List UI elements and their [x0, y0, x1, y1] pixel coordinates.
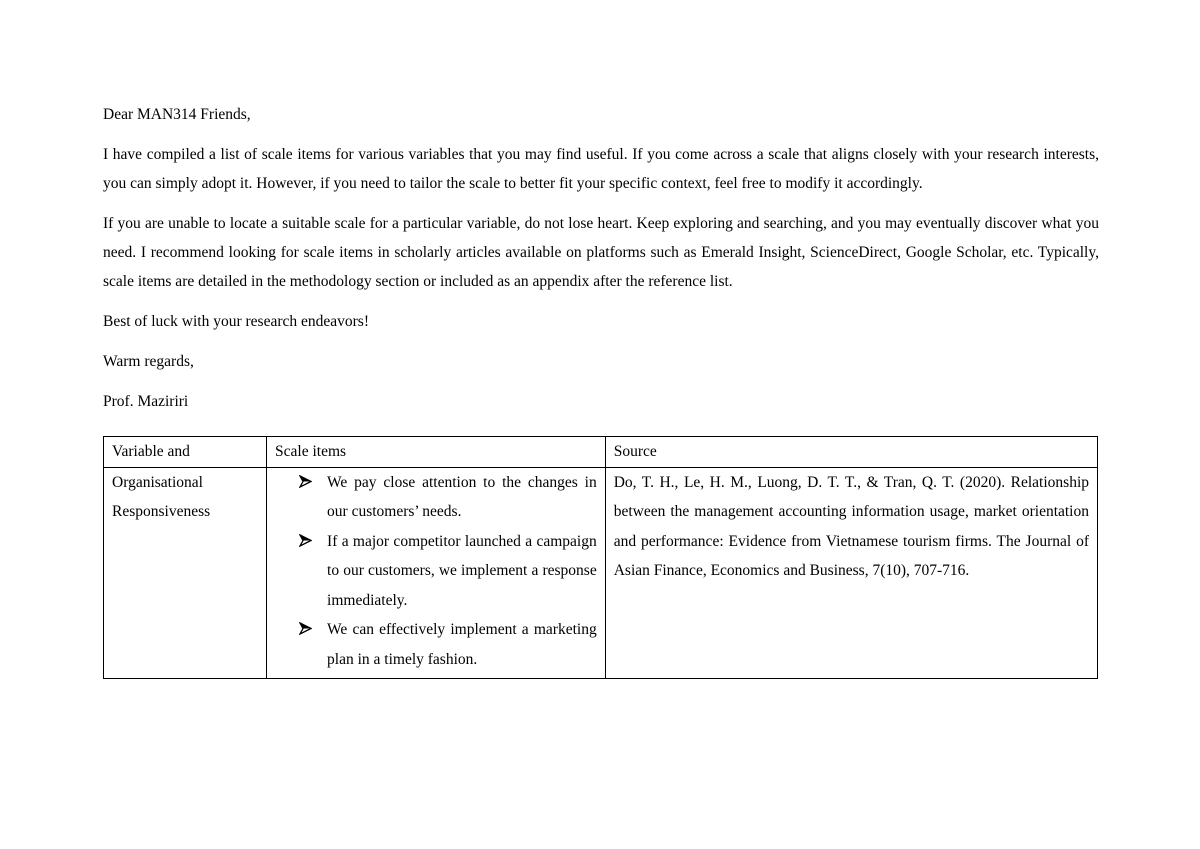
scale-items-cell: [267, 467, 606, 679]
scale-items-list: [275, 468, 597, 675]
source-citation: Do, T. H., Le, H. M., Luong, D. T. T., & Tran, Q. T. (2020). Relationship between the management accounting information usage, market orientation and performance: Evidence from Vietnamese tourism firms. The Journal of Asian Finance, Economics and Business, 7(10), 707-716.: [613, 473, 1089, 579]
arrowhead-bullet-icon: [299, 615, 313, 645]
scale-item-text: If a major competitor launched a campaign to our customers, we implement a response immediately.: [327, 532, 597, 609]
table-row: [104, 467, 1098, 679]
list-item: [275, 468, 597, 527]
list-item: [275, 527, 597, 616]
header-source: Source: [605, 437, 1097, 468]
scale-item-text: We pay close attention to the changes in our customers’ needs.: [327, 473, 597, 520]
table-header-row: [104, 437, 1098, 468]
scale-items-table: [103, 436, 1098, 679]
signature: Prof. Maziriri: [103, 393, 189, 410]
arrowhead-bullet-icon: [299, 527, 313, 557]
advice-paragraph: If you are unable to locate a suitable scale for a particular variable, do not lose heart. Keep exploring and searching, and you may eventually discover what you need. I recommend looking for scale items in scholarly articles available on platforms such as Emerald Insight, ScienceDirect, Google Scholar, etc. Typically, scale items are detailed in the methodology section or included as an appendix after the reference list.: [103, 215, 1099, 290]
letter-body: [103, 100, 1099, 427]
closing-wish: Best of luck with your research endeavors!: [103, 313, 369, 330]
arrowhead-bullet-icon: [299, 468, 313, 498]
scale-item-text: We can effectively implement a marketing plan in a timely fashion.: [327, 621, 597, 668]
list-item: [275, 615, 597, 674]
header-scale-items: Scale items: [267, 437, 606, 468]
intro-paragraph: I have compiled a list of scale items for various variables that you may find useful. If you come across a scale that aligns closely with your research interests, you can simply adopt it. However, if you need to tailor the scale to better fit your specific context, feel free to modify it accordingly.: [103, 146, 1099, 192]
header-variable: Variable and: [104, 437, 267, 468]
sign-off: Warm regards,: [103, 353, 194, 370]
greeting: Dear MAN314 Friends,: [103, 106, 251, 123]
variable-cell: Organisational Responsiveness: [104, 467, 267, 679]
source-cell: [605, 467, 1097, 679]
